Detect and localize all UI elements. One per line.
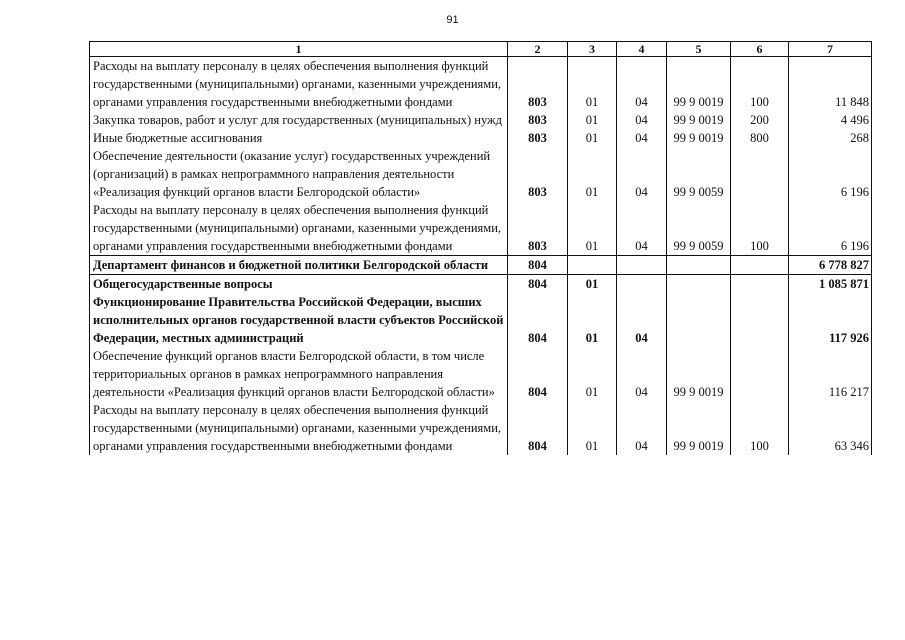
- cell-c4: 04: [617, 201, 667, 256]
- table-row: [90, 347, 872, 401]
- row-description: Обеспечение функций органов власти Белгородской области, в том числе территориальных органов в рамках непрограммного направления деятельности «Реализация функций органов власти Белгородской области»: [90, 347, 508, 401]
- cell-c4: 04: [617, 347, 667, 401]
- cell-c7: 116 217: [789, 347, 872, 401]
- table-row: [90, 256, 872, 275]
- cell-c3: 01: [568, 201, 617, 256]
- cell-c2: 803: [508, 111, 568, 129]
- cell-c4: [617, 275, 667, 294]
- cell-c6: [731, 256, 789, 275]
- cell-c7: 6 778 827: [789, 256, 872, 275]
- cell-c4: 04: [617, 147, 667, 201]
- row-description: Общегосударственные вопросы: [90, 275, 508, 294]
- cell-c7: 268: [789, 129, 872, 147]
- cell-c6: 100: [731, 401, 789, 455]
- header-row: [90, 42, 872, 57]
- cell-c3: 01: [568, 111, 617, 129]
- cell-c7: 117 926: [789, 293, 872, 347]
- cell-c2: 803: [508, 57, 568, 112]
- cell-c2: 804: [508, 293, 568, 347]
- column-header: 5: [667, 42, 731, 57]
- cell-c7: 4 496: [789, 111, 872, 129]
- table-row: [90, 201, 872, 256]
- cell-c2: 803: [508, 129, 568, 147]
- cell-c4: 04: [617, 129, 667, 147]
- cell-c2: 803: [508, 147, 568, 201]
- cell-c3: 01: [568, 293, 617, 347]
- cell-c2: 803: [508, 201, 568, 256]
- table-row: [90, 401, 872, 455]
- table-row: [90, 275, 872, 294]
- cell-c5: 99 9 0059: [667, 201, 731, 256]
- cell-c3: 01: [568, 57, 617, 112]
- cell-c5: [667, 293, 731, 347]
- column-header: 1: [90, 42, 508, 57]
- cell-c3: 01: [568, 347, 617, 401]
- cell-c4: 04: [617, 111, 667, 129]
- table-row: [90, 293, 872, 347]
- cell-c4: 04: [617, 401, 667, 455]
- cell-c6: 100: [731, 201, 789, 256]
- cell-c2: 804: [508, 256, 568, 275]
- cell-c6: [731, 147, 789, 201]
- budget-table: [89, 41, 872, 455]
- cell-c2: 804: [508, 275, 568, 294]
- table-body: [90, 57, 872, 456]
- cell-c6: 200: [731, 111, 789, 129]
- row-description: Обеспечение деятельности (оказание услуг) государственных учреждений (организаций) в рамках непрограммного направления деятельности «Реализация функций органов власти Белгородской области»: [90, 147, 508, 201]
- cell-c4: [617, 256, 667, 275]
- cell-c2: 804: [508, 401, 568, 455]
- cell-c6: [731, 293, 789, 347]
- cell-c7: 11 848: [789, 57, 872, 112]
- cell-c6: 100: [731, 57, 789, 112]
- cell-c5: 99 9 0019: [667, 401, 731, 455]
- cell-c2: 804: [508, 347, 568, 401]
- table-row: [90, 129, 872, 147]
- column-header: 6: [731, 42, 789, 57]
- cell-c4: 04: [617, 57, 667, 112]
- column-header: 4: [617, 42, 667, 57]
- cell-c6: 800: [731, 129, 789, 147]
- cell-c5: 99 9 0059: [667, 147, 731, 201]
- cell-c3: 01: [568, 147, 617, 201]
- column-header: 7: [789, 42, 872, 57]
- row-description: Расходы на выплату персоналу в целях обеспечения выполнения функций государственными (муниципальными) органами, казенными учреждениями, органами управления государственными внебюджетными фондами: [90, 57, 508, 112]
- row-description: Расходы на выплату персоналу в целях обеспечения выполнения функций государственными (муниципальными) органами, казенными учреждениями, органами управления государственными внебюджетными фондами: [90, 401, 508, 455]
- cell-c3: [568, 256, 617, 275]
- cell-c5: [667, 256, 731, 275]
- column-header: 2: [508, 42, 568, 57]
- cell-c3: 01: [568, 401, 617, 455]
- row-description: Расходы на выплату персоналу в целях обеспечения выполнения функций государственными (муниципальными) органами, казенными учреждениями, органами управления государственными внебюджетными фондами: [90, 201, 508, 256]
- table-row: [90, 147, 872, 201]
- column-header: 3: [568, 42, 617, 57]
- cell-c5: 99 9 0019: [667, 111, 731, 129]
- cell-c3: 01: [568, 129, 617, 147]
- cell-c5: 99 9 0019: [667, 129, 731, 147]
- cell-c7: 1 085 871: [789, 275, 872, 294]
- cell-c5: 99 9 0019: [667, 347, 731, 401]
- table-row: [90, 57, 872, 112]
- cell-c7: 6 196: [789, 147, 872, 201]
- cell-c4: 04: [617, 293, 667, 347]
- cell-c5: 99 9 0019: [667, 57, 731, 112]
- cell-c5: [667, 275, 731, 294]
- table-row: [90, 111, 872, 129]
- cell-c7: 6 196: [789, 201, 872, 256]
- row-description: Иные бюджетные ассигнования: [90, 129, 508, 147]
- row-description: Закупка товаров, работ и услуг для государственных (муниципальных) нужд: [90, 111, 508, 129]
- cell-c6: [731, 347, 789, 401]
- page-number: 91: [446, 14, 459, 26]
- cell-c7: 63 346: [789, 401, 872, 455]
- cell-c6: [731, 275, 789, 294]
- row-description: Департамент финансов и бюджетной политики Белгородской области: [90, 256, 508, 275]
- row-description: Функционирование Правительства Российской Федерации, высших исполнительных органов государственной власти субъектов Российской Федерации, местных администраций: [90, 293, 508, 347]
- cell-c3: 01: [568, 275, 617, 294]
